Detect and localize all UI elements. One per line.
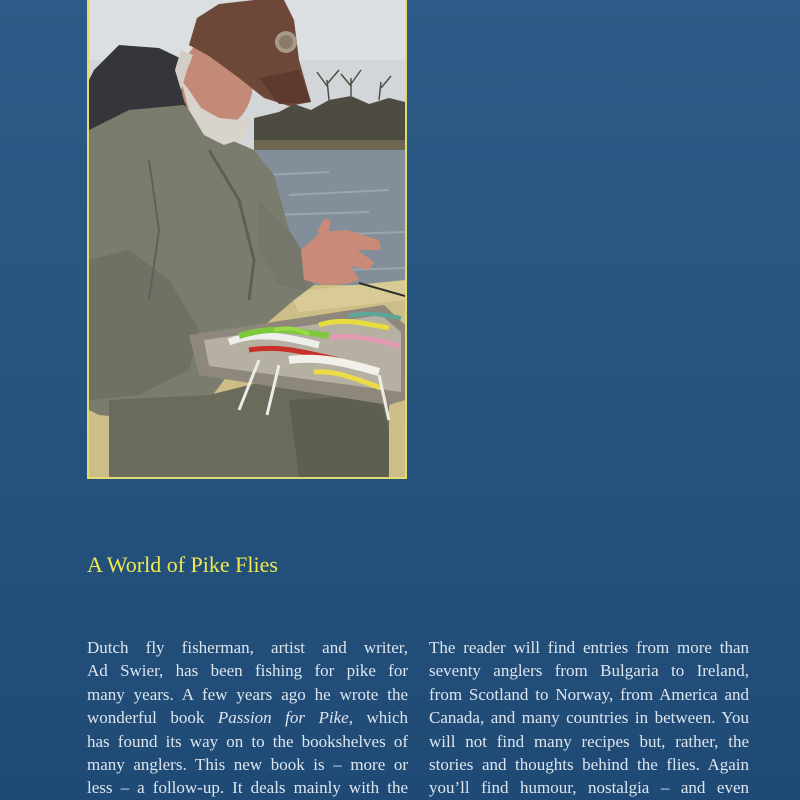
blurb-line: Dutch fly fisherman, artist and writer, [87, 638, 408, 657]
blurb-line [87, 706, 408, 729]
blurb-line: from Scotland to Norway, from America and [429, 684, 749, 704]
blurb-line: many years. A few years ago he wrote the [87, 684, 408, 704]
blurb-line: seventy anglers from Bulgaria to Ireland, [429, 661, 749, 681]
blurb-column-right [429, 636, 749, 800]
blurb-line: stories and thoughts behind the flies. Again [429, 754, 749, 774]
blurb-line: will not find many recipes but, rather, the [429, 731, 749, 751]
book-title: A World of Pike Flies [87, 552, 278, 577]
blurb-line: less – a follow-up. It deals mainly with the [87, 778, 408, 798]
blurb-line: Canada, and many countries in between. You [429, 708, 749, 728]
blurb-line: you’ll find humour, nostalgia – and even [429, 778, 749, 798]
blurb-line: many anglers. This new book is – more or [87, 754, 408, 774]
blurb-text: wonderful book [87, 708, 218, 728]
book-title-reference: Passion for Pike [217, 708, 349, 728]
blurb-column-left [87, 636, 408, 800]
angler-photo-illustration [89, 0, 405, 477]
blurb-text: , which [348, 708, 408, 728]
cover-photo [87, 0, 407, 479]
blurb-line: Ad Swier, has been fishing for pike for [87, 661, 408, 681]
blurb-line: has found its way on to the bookshelves of [87, 731, 408, 751]
blurb-line: The reader will find entries from more than [429, 638, 749, 657]
